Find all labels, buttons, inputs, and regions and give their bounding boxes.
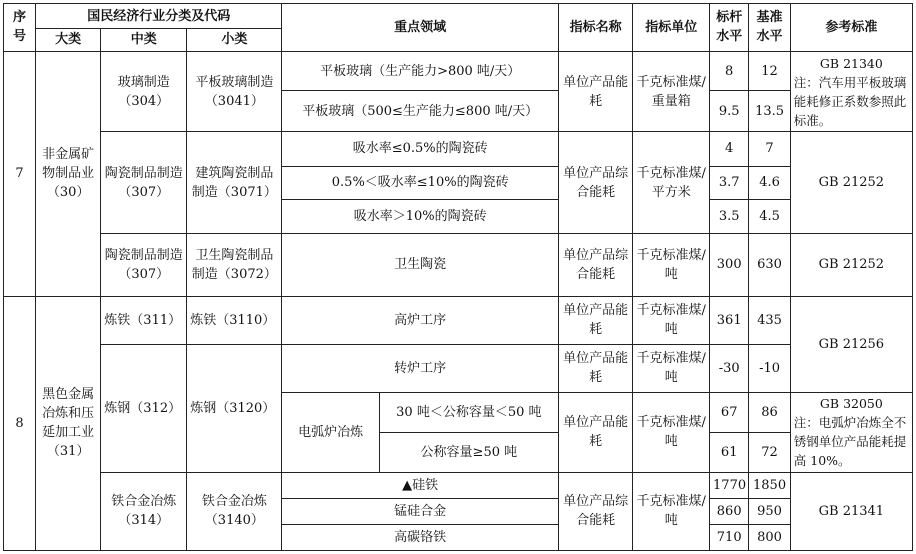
benchmark-cell: 8 [710,51,749,91]
middle-category-cell: 炼铁（311） [101,296,187,344]
unit-cell: 千克标准煤/吨 [633,296,710,344]
area-cell: 电弧炉冶炼 [282,392,379,472]
table-row [4,132,913,166]
standard-cell: GB 21256 [790,296,912,392]
unit-cell: 千克标准煤/吨 [633,344,710,392]
benchmark-cell: 4 [710,132,749,166]
indicator-cell: 单位产品能耗 [558,296,633,344]
area-cell: 吸水率＞10%的陶瓷砖 [282,199,558,233]
area-cell: 吸水率≤0.5%的陶瓷砖 [282,132,558,166]
minor-category-cell: 铁合金冶炼（3140） [187,472,282,550]
table-row [4,234,913,297]
standard-cell [790,392,912,472]
header-standard: 参考标准 [790,4,912,52]
area-sub-cell: 30 吨＜公称容量＜50 吨 [379,392,558,432]
table-row [4,296,913,344]
area-cell: 锰硅合金 [282,498,558,524]
area-cell: 平板玻璃（500≤生产能力≤800 吨/天） [282,91,558,132]
major-category-cell: 非金属矿物制品业（30） [36,51,101,296]
header-indicator: 指标名称 [558,4,633,52]
seq-cell: 7 [4,51,36,296]
baseline-cell: 1850 [749,472,790,498]
middle-category-cell: 陶瓷制品制造（307） [101,234,187,297]
indicator-cell: 单位产品综合能耗 [558,472,633,550]
benchmark-cell: 61 [710,432,749,472]
standard-note: 注：电弧炉冶炼全不锈钢单位产品能耗提高 10%。 [793,415,907,469]
header-row-1 [4,4,913,29]
standard-cell [790,51,912,131]
standard-code: GB 21340 [819,55,883,71]
header-seq: 序号 [4,4,36,52]
baseline-cell: 13.5 [749,91,790,132]
header-area: 重点领域 [282,4,558,52]
area-sub-cell: 公称容量≥50 吨 [379,432,558,472]
area-cell: 0.5%＜吸水率≤10%的陶瓷砖 [282,166,558,199]
baseline-cell: -10 [749,344,790,392]
seq-cell: 8 [4,296,36,550]
benchmark-cell: 300 [710,234,749,297]
header-major: 大类 [36,29,101,52]
baseline-cell: 4.6 [749,166,790,199]
minor-category-cell: 炼钢（3120） [187,344,282,472]
header-middle: 中类 [101,29,187,52]
header-benchmark: 标杆水平 [710,4,749,52]
area-cell: 卫生陶瓷 [282,234,558,297]
standard-note: 注：汽车用平板玻璃能耗修正系数参照此标准。 [793,74,907,128]
benchmark-cell: 361 [710,296,749,344]
benchmark-cell: -30 [710,344,749,392]
benchmark-cell: 3.7 [710,166,749,199]
header-unit: 指标单位 [633,4,710,52]
minor-category-cell: 平板玻璃制造（3041） [187,51,282,131]
header-baseline: 基准水平 [749,4,790,52]
unit-cell: 千克标准煤/平方米 [633,132,710,234]
standard-cell: GB 21341 [790,472,912,550]
area-cell: 高炉工序 [282,296,558,344]
header-minor: 小类 [187,29,282,52]
indicator-cell: 单位产品综合能耗 [558,234,633,297]
baseline-cell: 435 [749,296,790,344]
area-cell: 平板玻璃（生产能力>800 吨/天） [282,51,558,91]
minor-category-cell: 建筑陶瓷制品制造（3071） [187,132,282,234]
standard-code: GB 32050 [819,396,883,412]
minor-category-cell: 炼铁（3110） [187,296,282,344]
baseline-cell: 800 [749,524,790,550]
benchmark-cell: 860 [710,498,749,524]
middle-category-cell: 炼钢（312） [101,344,187,472]
area-cell: 转炉工序 [282,344,558,392]
baseline-cell: 12 [749,51,790,91]
benchmark-cell: 1770 [710,472,749,498]
energy-benchmark-table [3,3,913,551]
standard-cell: GB 21252 [790,234,912,297]
indicator-cell: 单位产品能耗 [558,344,633,392]
baseline-cell: 86 [749,392,790,432]
benchmark-cell: 67 [710,392,749,432]
baseline-cell: 7 [749,132,790,166]
middle-category-cell: 陶瓷制品制造（307） [101,132,187,234]
header-industry: 国民经济行业分类及代码 [36,4,282,29]
baseline-cell: 72 [749,432,790,472]
unit-cell: 千克标准煤/吨 [633,234,710,297]
baseline-cell: 4.5 [749,199,790,233]
indicator-cell: 单位产品能耗 [558,392,633,472]
area-cell: 高碳铬铁 [282,524,558,550]
minor-category-cell: 卫生陶瓷制品制造（3072） [187,234,282,297]
major-category-cell: 黑色金属冶炼和压延加工业（31） [36,296,101,550]
indicator-cell: 单位产品综合能耗 [558,132,633,234]
area-cell: ▲硅铁 [282,472,558,498]
baseline-cell: 950 [749,498,790,524]
benchmark-cell: 9.5 [710,91,749,132]
standard-cell: GB 21252 [790,132,912,234]
baseline-cell: 630 [749,234,790,297]
benchmark-cell: 710 [710,524,749,550]
unit-cell: 千克标准煤/吨 [633,472,710,550]
table-row [4,344,913,392]
table-row [4,472,913,498]
indicator-cell: 单位产品能耗 [558,51,633,131]
table-row [4,51,913,91]
unit-cell: 千克标准煤/重量箱 [633,51,710,131]
middle-category-cell: 铁合金冶炼（314） [101,472,187,550]
middle-category-cell: 玻璃制造（304） [101,51,187,131]
benchmark-cell: 3.5 [710,199,749,233]
unit-cell: 千克标准煤/吨 [633,392,710,472]
